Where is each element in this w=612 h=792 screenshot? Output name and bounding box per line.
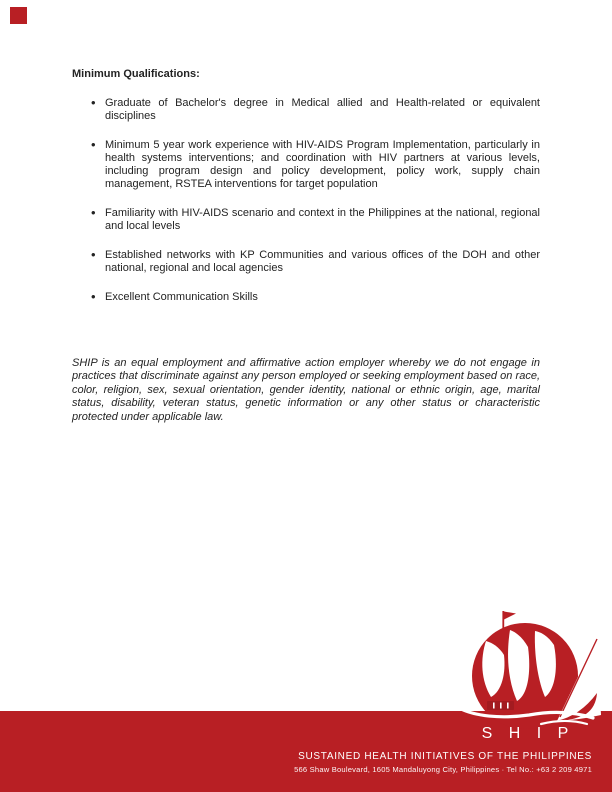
hull-icon <box>487 701 514 710</box>
ship-wordmark: S H I P <box>481 725 575 742</box>
qualification-item: • Familiarity with HIV-AIDS scenario and context in the Philippines at the national, regional and local levels <box>72 207 540 233</box>
qualification-item: • Excellent Communication Skills <box>72 291 540 304</box>
section-heading: Minimum Qualifications: <box>72 68 200 80</box>
qualification-item: • Minimum 5 year work experience with HIV-AIDS Program Implementation, particularly in health systems interventions; and coordination with HIV partners at various levels, including program design and policy development, policy work, supply chain management, RSTEA interventions for target population <box>72 139 540 191</box>
qualification-item: • Established networks with KP Communities and various offices of the DOH and other national, regional and local agencies <box>72 249 540 275</box>
eeo-statement: SHIP is an equal employment and affirmative action employer whereby we do not engage in practices that discriminate against any person employed or seeking employment based on race, color, religion, sex, sexual orientation, gender identity, national or ethnic origin, age, marital status, disability, veteran status, genetic information or any other status or characteristic protected under applicable law. <box>72 357 540 423</box>
qualification-item: • Graduate of Bachelor's degree in Medical allied and Health-related or equivalent disciplines <box>72 97 540 123</box>
footer-address: 566 Shaw Boulevard, 1605 Mandaluyong City, Philippines · Tel No.: +63 2 209 4971 <box>294 765 592 774</box>
corner-red-square <box>10 7 27 24</box>
footer-org-name: SUSTAINED HEALTH INITIATIVES OF THE PHILIPPINES <box>298 751 592 762</box>
footer-text-block <box>294 751 592 774</box>
qualifications-list <box>72 97 540 320</box>
